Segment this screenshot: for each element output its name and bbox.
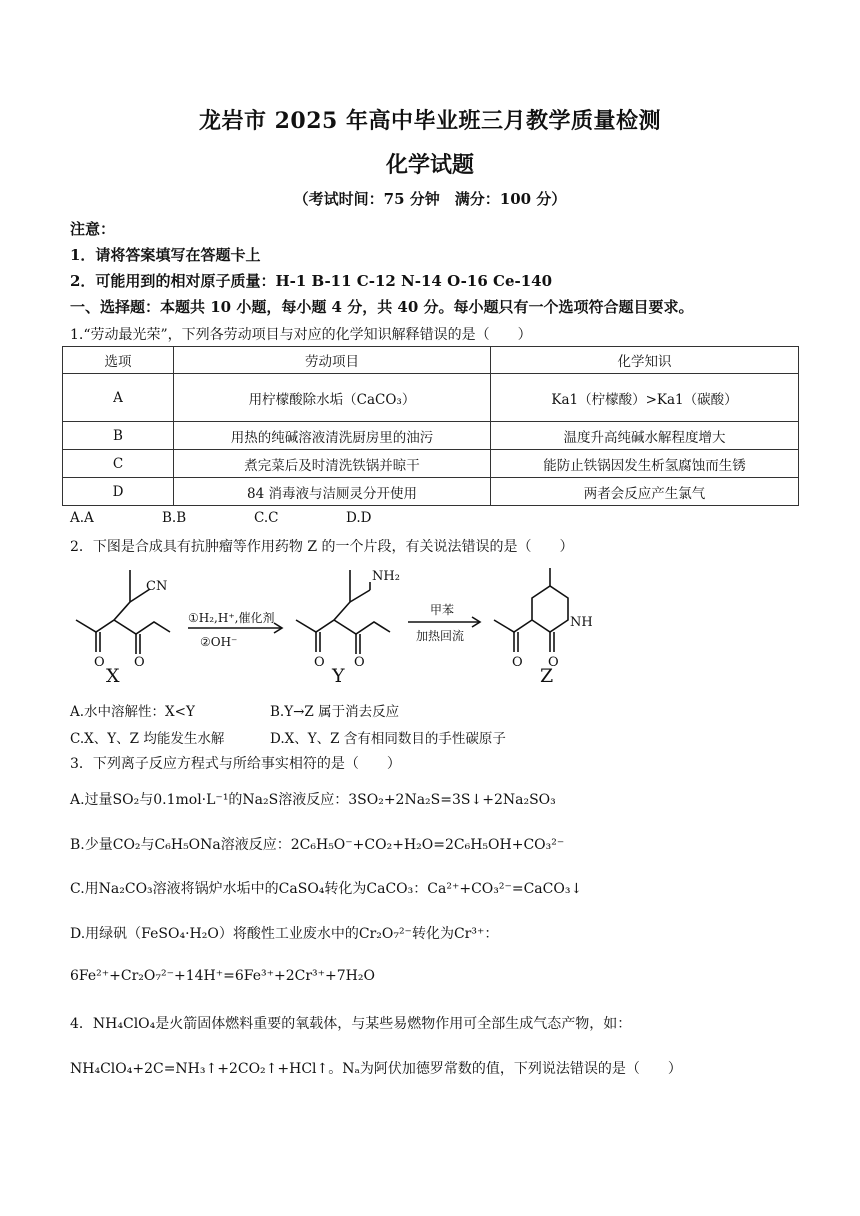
- table-row: [63, 374, 799, 422]
- row-task: 用热的纯碱溶液清洗厨房里的油污: [174, 422, 491, 450]
- q4-equation: NH₄ClO₄+2C=NH₃↑+2CO₂↑+HCl↑。Nₐ为阿伏加德罗常数的值，下列说法错误的是（ ）: [70, 1061, 682, 1077]
- row-knowledge: 能防止铁锅因发生析氢腐蚀而生锈: [491, 450, 799, 478]
- q3-option-d-equation: 6Fe²⁺+Cr₂O₇²⁻+14H⁺=6Fe³⁺+2Cr³⁺+7H₂O: [70, 968, 375, 984]
- reagent-3: 甲苯: [430, 603, 455, 617]
- table-row: [63, 422, 799, 450]
- subject-title: 化学试题: [385, 152, 474, 178]
- note-2: 2．可能用到的相对原子质量：H-1 B-11 C-12 N-14 O-16 Ce-140: [70, 272, 553, 290]
- reagent-4: 加热回流: [416, 629, 465, 643]
- nh-group-label: NH: [570, 615, 593, 630]
- row-knowledge: 两者会反应产生氯气: [491, 478, 799, 506]
- y-skeleton: [296, 570, 350, 632]
- q2-choice-b: B.Y→Z 属于消去反应: [270, 704, 400, 720]
- table-row: [63, 450, 799, 478]
- header-knowledge: 化学知识: [491, 347, 799, 374]
- row-task: 84 消毒液与洁厕灵分开使用: [174, 478, 491, 506]
- section-title: 一、选择题：本题共 10 小题，每小题 4 分，共 40 分。每小题只有一个选项符合题目要求。: [70, 298, 694, 316]
- q2-stem: 2．下图是合成具有抗肿瘤等作用药物 Z 的一个片段，有关说法错误的是（ ）: [70, 539, 574, 555]
- exam-title: 龙岩市 2025 年高中毕业班三月教学质量检测: [198, 108, 662, 134]
- row-knowledge: 温度升高纯碱水解程度增大: [491, 422, 799, 450]
- q2-choice-a: A.水中溶解性：X<Y: [70, 704, 195, 720]
- reagent-2: ②OH⁻: [200, 635, 238, 649]
- q3-stem: 3．下列离子反应方程式与所给事实相符的是（ ）: [70, 756, 401, 772]
- notes-heading: 注意：: [70, 220, 116, 238]
- note-1: 1．请将答案填写在答题卡上: [70, 246, 261, 264]
- x-o-label-1: O: [94, 655, 105, 670]
- label-x: X: [106, 665, 120, 687]
- q3-option-c: C.用Na₂CO₃溶液将锅炉水垢中的CaSO₄转化为CaCO₃：Ca²⁺+CO₃²⁻=CaCO₃↓: [70, 881, 583, 897]
- cn-group-label: CN: [146, 579, 168, 594]
- table-row: [63, 478, 799, 506]
- q2-choice-d: D.X、Y、Z 含有相同数目的手性碳原子: [270, 731, 506, 747]
- q3-option-a: A.过量SO₂与0.1mol·L⁻¹的Na₂S溶液反应：3SO₂+2Na₂S=3S↓+2Na₂SO₃: [70, 792, 556, 808]
- x-o-label-2: O: [134, 655, 145, 670]
- row-option: D: [63, 478, 174, 506]
- q2-choice-c: C.X、Y、Z 均能发生水解: [70, 731, 225, 747]
- q1-choice-b: B.B: [162, 510, 187, 526]
- header-option: 选项: [63, 347, 174, 374]
- q1-table: [62, 346, 799, 506]
- q1-stem: 1.“劳动最光荣”，下列各劳动项目与对应的化学知识解释错误的是（ ）: [70, 327, 532, 343]
- row-option: C: [63, 450, 174, 478]
- q4-stem: 4．NH₄ClO₄是火箭固体燃料重要的氧载体，与某些易燃物作用可全部生成气态产物，如：: [70, 1016, 632, 1032]
- q1-choice-c: C.C: [254, 510, 279, 526]
- x-skeleton: [76, 570, 130, 632]
- table-header-row: [63, 347, 799, 374]
- q3-option-b: B.少量CO₂与C₆H₅ONa溶液反应：2C₆H₅O⁻+CO₂+H₂O=2C₆H₅OH+CO₃²⁻: [70, 837, 565, 853]
- row-task: 煮完菜后及时清洗铁锅并晾干: [174, 450, 491, 478]
- header-task: 劳动项目: [174, 347, 491, 374]
- q3-option-d: D.用绿矾（FeSO₄·H₂O）将酸性工业废水中的Cr₂O₇²⁻转化为Cr³⁺：: [70, 926, 499, 942]
- reagent-1: ①H₂,H⁺,催化剂: [188, 611, 275, 625]
- row-option: A: [63, 374, 174, 422]
- y-o-label-2: O: [354, 655, 365, 670]
- nh2-group-label: NH₂: [372, 569, 400, 584]
- q1-choice-a: A.A: [70, 510, 94, 526]
- label-y: Y: [332, 665, 345, 687]
- z-ring: [494, 586, 568, 632]
- row-knowledge: Ka1（柠檬酸）>Ka1（碳酸）: [491, 374, 799, 422]
- reaction-scheme: [70, 562, 610, 688]
- row-task: 用柠檬酸除水垢（CaCO₃）: [174, 374, 491, 422]
- z-o-label-1: O: [512, 655, 523, 670]
- y-o-label-1: O: [314, 655, 325, 670]
- label-z: Z: [540, 665, 554, 687]
- z-o-label-2: O: [548, 655, 559, 670]
- exam-info: （考试时间：75 分钟 满分：100 分）: [293, 190, 567, 208]
- row-option: B: [63, 422, 174, 450]
- q1-choice-d: D.D: [346, 510, 372, 526]
